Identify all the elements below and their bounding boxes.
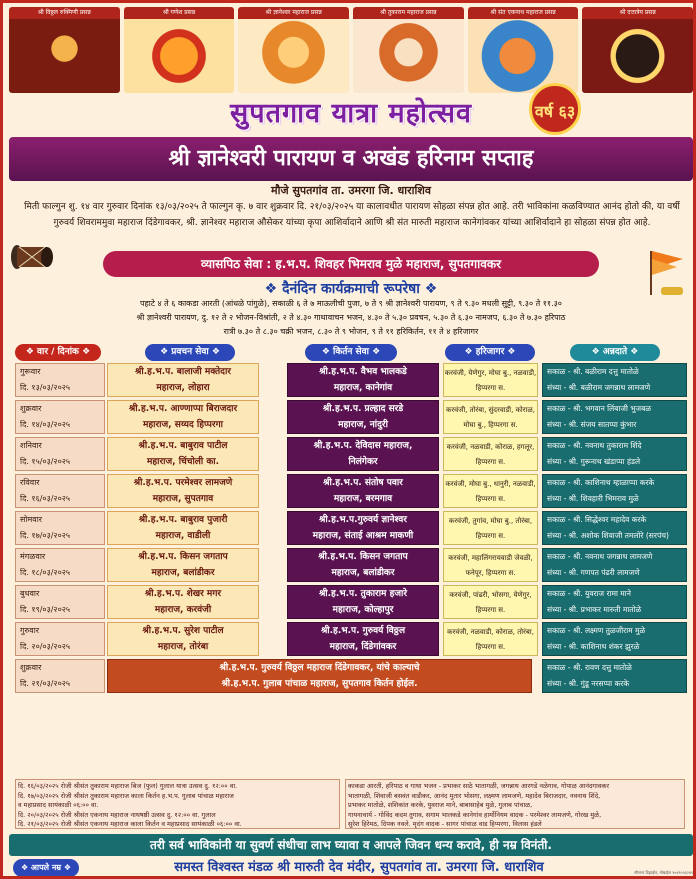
day-name: शुक्रवार [20, 404, 42, 413]
pravachan-cell [107, 400, 259, 434]
pravachan-cell [107, 622, 259, 656]
pravachan-cell [107, 511, 259, 545]
deity-temple [582, 7, 693, 93]
header-annadate: ❖ अन्नदाते ❖ [570, 344, 660, 361]
annadate-evening: संध्या - श्री. गुरूनाथ खंडाप्पा हंडले [547, 457, 641, 466]
pravachan-place: महाराज, बलांडीकर [151, 568, 215, 578]
day-date: दि. १८/०३/२०२५ [20, 568, 71, 577]
note-line: सुरेश हिरेमठ, दिपक नवले. मृदंग वादक - सागर पांचाळ वाड हिप्परगा, विलास हंडले [348, 820, 542, 828]
day-date: दि. १३/०३/२०२५ [20, 383, 71, 392]
table-row [15, 399, 687, 435]
pravachan-place: महाराज, लोहारा [156, 383, 210, 393]
note-line: दि. १७/०३/२०२५ रोजी श्रीसंत तुकाराम महाराज काला किर्तन ह.भ.प. गुलाब पांचाळ महाराज [18, 791, 234, 800]
vitthal-rukmini-image [9, 19, 120, 93]
vyaspith-banner: व्यासपिठ सेवा : ह.भ.प. शिवहर भिमराव मुळे महाराज, सुपतगावकर [103, 251, 599, 277]
pravachan-place: महाराज, चिंचोली का. [146, 457, 220, 467]
pravachan-place: महाराज, सुपतगाव [152, 494, 214, 504]
table-row [15, 473, 687, 509]
musician-notes [345, 779, 685, 829]
annadate-cell [542, 622, 687, 656]
day-cell [15, 622, 105, 656]
schedule-table [15, 344, 687, 689]
kirtan-name: श्री.ह.भ.प.गुरुवर्य ज्ञानेश्वर [318, 515, 407, 525]
harijagar-cell: करवंजी, महालिंगरायवाडी जेवळी, फनेपूर, हिप्परगा स. [443, 548, 538, 582]
event-notes [15, 779, 340, 829]
design-credit: सौजन्य डिझाईन, मोबाईल ९०४९५५६२४९ [634, 870, 693, 875]
annadate-evening: संध्या - श्री. गुंडू नरसप्पा करके [547, 679, 630, 688]
pravachan-name: श्री.ह.भ.प. बाबुराव पाटील [138, 441, 228, 451]
note-line: दि. २०/०३/२०२५ रोजी श्रीसंत एकनाथ महाराज नाथषष्ठी उत्सव दु. १२:०० वा. गुलाल [18, 810, 216, 819]
annadate-morning: सकाळ - श्री. नवनाथ जगन्नाथ लामजणे [547, 552, 653, 561]
day-cell [15, 363, 105, 397]
timeline-line: श्री ज्ञानेश्वरी पारायण, दु. १२ ते २ भोजन-विश्रांती, २ ते ४.३० गाथावाचन भजन, ४.३० ते ५.३० प्रवचन, ५.३० ते ६.३० नामजप, ६.३० ते ७.३० हरिपाठ [136, 313, 566, 322]
day-cell [15, 659, 105, 693]
header-pravachan: ❖ प्रवचन सेवा ❖ [145, 344, 235, 361]
kirtan-place: महाराज, कानेगांव [333, 383, 393, 393]
deity-strip [9, 7, 693, 93]
schedule-title: ❖ दैनंदिन कार्यक्रमाची रूपरेषा ❖ [264, 281, 438, 297]
pravachan-cell [107, 363, 259, 397]
day-name: गुरुवार [20, 626, 40, 635]
day-cell [15, 585, 105, 619]
pravachan-name: श्री.ह.भ.प. बाबुराव पुजारी [138, 515, 228, 525]
deity-caption: श्री दत्तात्रेय प्रसन्न [582, 7, 693, 19]
eknath-image [468, 19, 579, 93]
annadate-evening: संध्या - श्री. काशिनाथ शंकर झुरळे [547, 642, 640, 651]
note-line: काकडा आरती, हरिपाठ व गाथा भजन - प्रभाकर साठे भातागळी, जगन्नाथ आरगडे नळेगाव, गोपाळ आनंदगावकर [348, 782, 610, 790]
note-line: व महाप्रसाद सायंकाळी ०६:०० वा. [18, 801, 99, 809]
day-name: शनिवार [20, 441, 42, 450]
harijagar-cell: करवंजी, तुगांव, मोघा बु., तोरंबा, हिप्परगा स. [443, 511, 538, 545]
annadate-cell [542, 474, 687, 508]
table-row [15, 621, 687, 657]
mridang-icon [9, 243, 55, 271]
annadate-cell [542, 363, 687, 397]
kirtan-cell [287, 585, 439, 619]
kirtan-cell [287, 511, 439, 545]
harijagar-cell: करवंजी, पांढरी, भोसगा, येणेगुर, हिप्परगा स. [443, 585, 538, 619]
schedule-timeline [21, 297, 681, 339]
pravachan-name: श्री.ह.भ.प. बालाजी मक्तेदार [135, 367, 231, 377]
annadate-morning: सकाळ - श्री. काशिनाथ म्हाळाप्पा करके [547, 478, 655, 487]
table-row-final [15, 658, 687, 694]
kirtan-place: महाराज, कोल्हापुर [332, 605, 394, 615]
header-harijagar: ❖ हरिजागर ❖ [445, 344, 535, 361]
annadate-cell [542, 659, 687, 693]
annadate-morning: सकाळ - श्री. नवनाथ तुकाराम शिंदे [547, 441, 642, 450]
day-cell [15, 548, 105, 582]
day-name: रविवार [20, 478, 40, 487]
kirtan-place: महाराज, बरमगाव [333, 494, 393, 504]
kala-kirtan-line: श्री.ह.भ.प. गुलाब पांचाळ महाराज, सुपतगाव किर्तन होईल. [221, 679, 418, 689]
pravachan-place: महाराज, सय्यद हिप्परगा [143, 420, 223, 430]
pravachan-place: महाराज, वाडीली [155, 531, 211, 541]
table-row [15, 584, 687, 620]
pravachan-name: श्री.ह.भ.प. सुरेश पाटील [142, 626, 224, 636]
annadate-evening: संध्या - श्री. अशोक शिवाजी तमलोरे (सरपंच) [547, 531, 669, 540]
day-name: गुरूवार [20, 367, 41, 376]
day-date: दि. १४/०३/२०२५ [20, 420, 71, 429]
temple-image [582, 19, 693, 93]
day-date: दि. २१/०३/२०२५ [20, 679, 71, 688]
kirtan-cell [287, 400, 439, 434]
day-date: दि. १७/०३/२०२५ [20, 531, 71, 540]
festival-title [3, 93, 696, 137]
kirtan-place: महाराज, बलांडीकर [331, 568, 395, 578]
day-name: शुक्रवार [20, 663, 42, 672]
deity-vitthal-rukmini [9, 7, 120, 93]
deity-ganesh [124, 7, 235, 93]
day-cell [15, 474, 105, 508]
footer [9, 858, 693, 878]
annadate-cell [542, 585, 687, 619]
kirtan-name: श्री.ह.भ.प. गुरुवर्य विठ्ठल [320, 626, 406, 636]
annadate-evening: संध्या - श्री. संजय सातप्पा कुंभार [547, 420, 637, 429]
header-day: ❖ वार / दिनांक ❖ [15, 344, 101, 361]
deity-caption: श्री गणेश प्रसन्न [124, 7, 235, 19]
deity-caption: श्री तुकाराम महाराज प्रसन्न [353, 7, 464, 19]
kirtan-cell [287, 363, 439, 397]
place-line: मौजे सुपतगांव ता. उमरगा जि. धाराशिव [271, 184, 431, 197]
kirtan-name: श्री.ह.भ.प. देविदास महाराज, [313, 441, 413, 451]
annadate-morning: सकाळ - श्री. भगवान लिंबाजी भुजबळ [547, 404, 652, 413]
note-line: गायनाचार्य - गोविंद कदम तुगाव, सगाम भालकडे कानेगांव हार्मोनियम वादक - परमेश्वर लामजणे, गोरख मुळे, [348, 810, 602, 819]
day-cell [15, 437, 105, 471]
annadate-evening: संध्या - श्री. शिवहारी भिमराव मुळे [547, 494, 639, 503]
pravachan-name: श्री.ह.भ.प. आण्णाप्पा बिराजदार [128, 404, 238, 414]
appeal-banner: तरी सर्व भाविकांनी या सुवर्ण संधीचा लाभ घ्यावा व आपले जिवन धन्य करावे, ही नम्र विनंती. [9, 834, 693, 856]
harijagar-cell: करवंजी, नळवाडी, कोराळ, हगलूर, हिप्परगा स. [443, 437, 538, 471]
annadate-morning: सकाळ - श्री. युवराज रामा माने [547, 589, 631, 598]
harijagar-cell: करवंजी, तोरंबा, सुंदरवाडी, कोराळ, मोघा बु., हिप्परगा स. [443, 400, 538, 434]
annadate-evening: संध्या - श्री. प्रभाकर मारुती मातोळे [547, 605, 642, 614]
notes-section [15, 779, 683, 829]
note-line: भातागळी, शिवाजी बसवंत वाडीकर, आनंद मुतार भोसगा, लक्ष्मण लामजणे, महादेव बिराजदार, नवनाथ शिंदे, [348, 791, 601, 800]
day-name: मंगळवार [20, 552, 46, 561]
dnyaneshwar-image [238, 19, 349, 93]
note-line: दि. २१/०३/२०२५ रोजी श्रीसंत एकनाथ महाराज काला किर्तन व महाप्रसाद सायंकाळी ०६:०० वा. [18, 820, 242, 828]
table-header [15, 344, 687, 361]
day-name: बुधवार [20, 589, 40, 598]
kirtan-name: श्री.ह.भ.प. वैभव भालकडे [319, 367, 407, 377]
main-banner: श्री ज्ञानेश्वरी पारायण व अखंड हरिनाम सप्ताह [9, 137, 693, 181]
pravachan-place: महाराज, करवंजी [154, 605, 212, 615]
deity-dnyaneshwar [238, 7, 349, 93]
timeline-line: रात्री ७.३० ते ८.३० चक्री भजन, ८.३० ते ९ भोजन, ९ ते ११ हरिकिर्तन, ११ ते ४ हरिजागर [223, 327, 479, 336]
pravachan-cell [107, 585, 259, 619]
day-cell [15, 511, 105, 545]
deity-eknath [468, 7, 579, 93]
day-date: दि. १५/०३/२०२५ [20, 457, 71, 466]
kirtan-cell [287, 437, 439, 471]
table-row [15, 362, 687, 398]
day-cell [15, 400, 105, 434]
timeline-line: पहाटे ४ ते ६ काकडा आरती (आंधळे पांगुळे), सकाळी ६ ते ७ माऊलीची पुजा, ७ ते ९ श्री ज्ञानेश्वरी पारायण, ९ ते ९.३० मधली सुट्टी, ९.३० ते ११.३० [140, 299, 562, 308]
kala-kirtan-line: श्री.ह.भ.प. गुरुवर्य विठ्ठल महाराज दिंडेगावकर, यांचे काल्याचे [219, 663, 420, 673]
annadate-evening: संध्या - श्री. बळीराम जगन्नाथ लामजणे [547, 383, 651, 392]
annadate-cell [542, 437, 687, 471]
kirtan-name: श्री.ह.भ.प. तुकाराम हजारे [318, 589, 408, 599]
kirtan-place: महाराज, दिंडेगांवकर [329, 642, 397, 652]
annadate-morning: सकाळ - श्री. लक्ष्मण तुळजीराम मुळे [547, 626, 646, 635]
kala-kirtan-cell [107, 659, 532, 693]
note-line: प्रभाकर मातोळे, शशिकांत करके, युवराज माने, बाबासाहेब मुळे, गुलाब पांचाळ, [348, 801, 533, 809]
deity-tukaram [353, 7, 464, 93]
annadate-morning: सकाळ - श्री. सिद्धेश्वर महादेव करके [547, 515, 647, 524]
harijagar-cell: करवंजी, येणेगुर, मोघा बु., नळवाडी, हिप्परगा स. [443, 363, 538, 397]
pravachan-cell [107, 437, 259, 471]
organizer-name: समस्त विश्वस्त मंडळ श्री मारुती देव मंदीर, सुपतगांव ता. उमरगा जि. धाराशिव [174, 860, 544, 875]
table-row [15, 547, 687, 583]
pravachan-name: श्री.ह.भ.प. परमेश्वर लामजणे [133, 478, 233, 488]
note-line: दि. १६/०३/२०२५ रोजी श्रीसंत तुकाराम महाराज बिज (फुल) गुलाल यात्रा उत्सव दु. १२:०० वा. [18, 782, 238, 790]
year-badge: वर्ष ६३ [529, 83, 581, 135]
kirtan-place: महाराज, नांदुरी [338, 420, 388, 430]
day-date: दि. १६/०३/२०२५ [20, 494, 71, 503]
annadate-morning: सकाळ - श्री. बळीराम दत्तु मातोळे [547, 367, 639, 376]
pravachan-cell [107, 474, 259, 508]
annadate-cell [542, 511, 687, 545]
pravachan-place: महाराज, तोरंबा [157, 642, 209, 652]
festival-title-text: सुपतगाव यात्रा महोत्सव [230, 98, 472, 129]
footer-tag: ❖ आपले नम्र ❖ [13, 859, 79, 877]
pravachan-name: श्री.ह.भ.प. शेखर मगर [144, 589, 222, 599]
kirtan-cell [287, 474, 439, 508]
harijagar-cell: करवंजी, मोघा बु., धानुरी, नळवाडी, हिप्परगा स. [443, 474, 538, 508]
annadate-cell [542, 548, 687, 582]
kirtan-name: श्री.ह.भ.प. किसन जगताप [318, 552, 408, 562]
deity-caption: श्री विठ्ठल रुक्मिणी प्रसन्न [9, 7, 120, 19]
deity-caption: श्री ज्ञानेश्वर महाराज प्रसन्न [238, 7, 349, 19]
kirtan-name: श्री.ह.भ.प. संतोष पवार [323, 478, 403, 488]
annadate-evening: संध्या - श्री. गणपत पंढरी लामजणे [547, 568, 640, 577]
table-row [15, 510, 687, 546]
annadate-cell [542, 400, 687, 434]
deity-caption: श्री संत एकनाथ महाराज प्रसन्न [468, 7, 579, 19]
day-date: दि. १९/०३/२०२५ [20, 605, 71, 614]
ganesh-image [124, 19, 235, 93]
pravachan-name: श्री.ह.भ.प. किसन जगताप [138, 552, 228, 562]
tukaram-image [353, 19, 464, 93]
harijagar-cell: करवंजी, नळवाडी, कोराळ, तोरंबा, हिप्परगा स. [443, 622, 538, 656]
kirtan-place: महाराज, संताई आश्रम माकणी [312, 531, 414, 541]
header-kirtan: ❖ किर्तन सेवा ❖ [305, 344, 397, 361]
day-date: दि. २०/०३/२०२५ [20, 642, 71, 651]
table-row [15, 436, 687, 472]
kirtan-place: निलंगेकर [348, 457, 378, 467]
kirtan-cell [287, 622, 439, 656]
intro-paragraph: मिती फाल्गुन शु. १४ वार गुरुवार दिनांक १३/०३/२०२५ ते फाल्गुन कृ. ७ वार शुक्रवार दि. २१/०३/२०२५ या कालावधीत पारायण सोहळा संपन्न होत आहे. तरी भाविकांना कळविण्यात आनंद होतो की, या वर्षी गुरुवर्य शिवराममुवा महाराज दिंडेगावकर, श्री. ज्ञानेश्वर महाराज औसेकर यांच्या कृपा आशिर्वादाने आणि श्री संत मारुती महाराज कानेगांवकर यांच्या आशिर्वादाने हा सोहळा संपन्न होत आहे. [24, 202, 680, 228]
kirtan-name: श्री.ह.भ.प. प्रल्हाद सरडे [322, 404, 404, 414]
annadate-morning: सकाळ - श्री. रावण दत्तु मातोळे [547, 663, 632, 672]
kirtan-cell [287, 548, 439, 582]
pravachan-cell [107, 548, 259, 582]
day-name: सोमवार [20, 515, 43, 524]
